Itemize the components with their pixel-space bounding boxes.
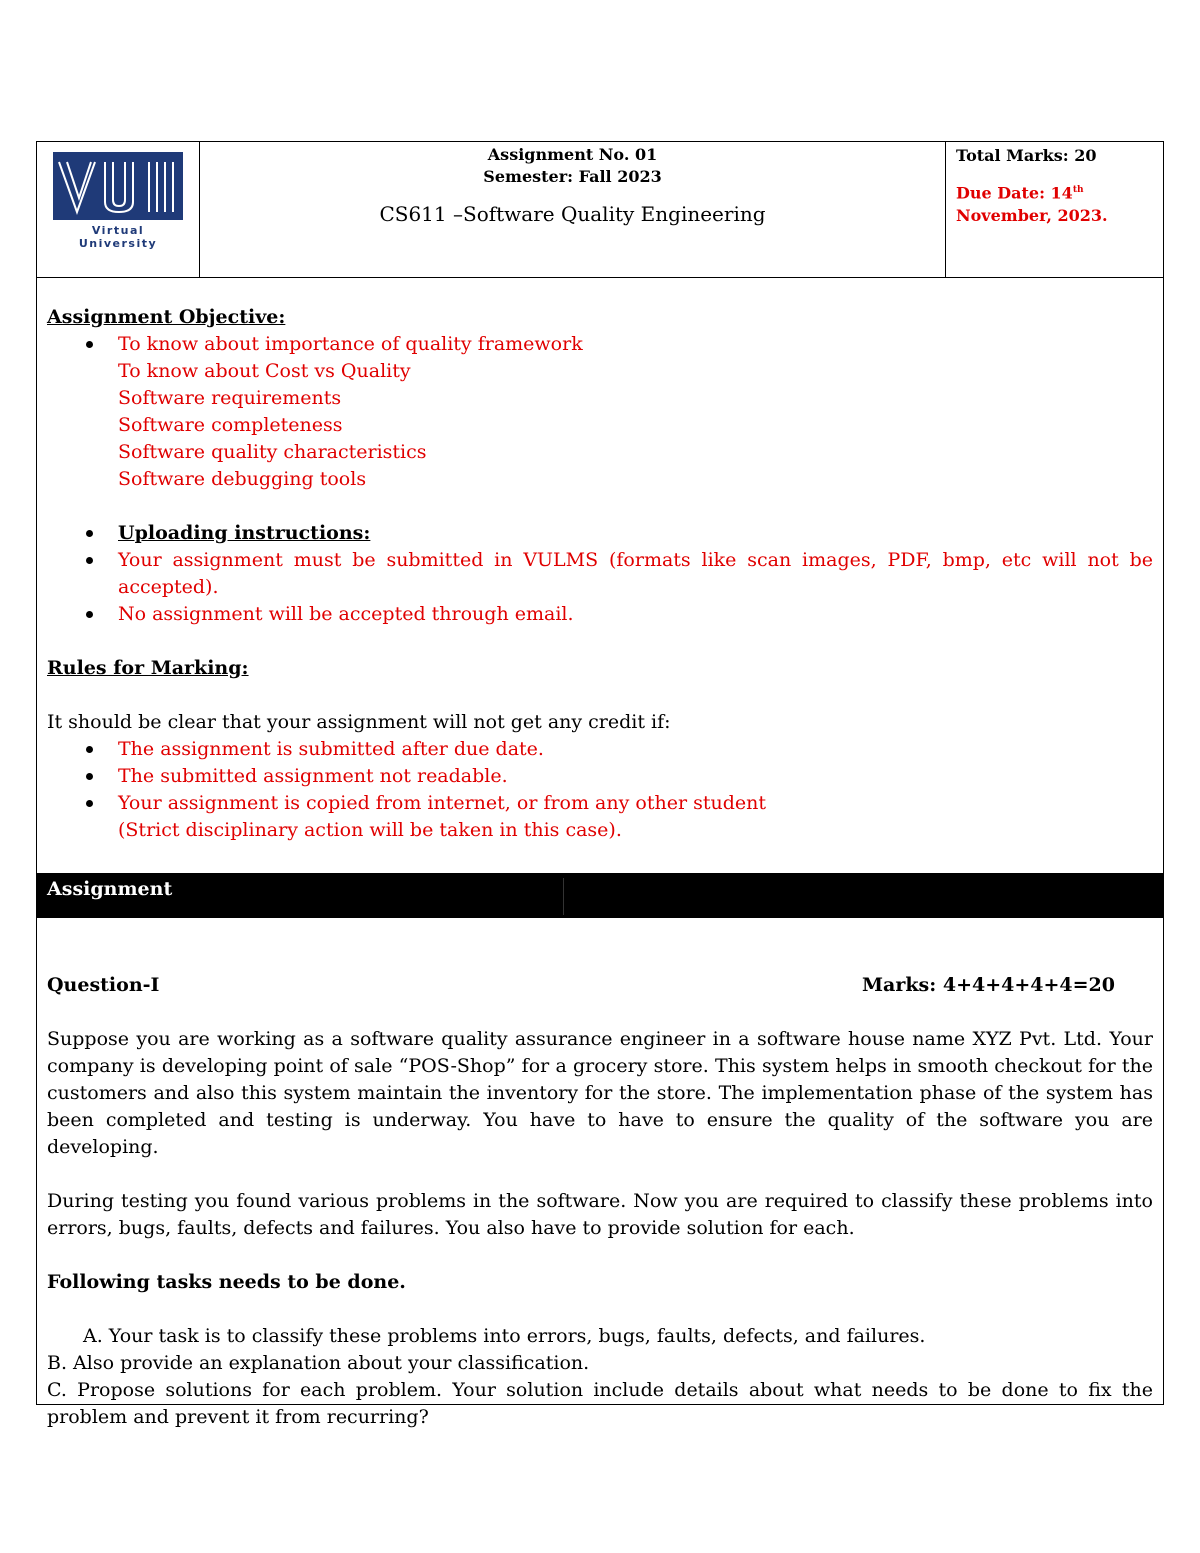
title-cell [200, 142, 946, 277]
list-item: No assignment will be accepted through email. [47, 601, 1153, 628]
rules-note: (Strict disciplinary action will be taken in this case). [118, 819, 622, 841]
due-date [956, 179, 1163, 227]
objective-heading: Assignment Objective: [47, 306, 286, 328]
list-item: To know about Cost vs Quality [118, 360, 411, 382]
logo-text: Virtual University [78, 224, 158, 250]
due-date-suffix: November, 2023. [956, 206, 1108, 226]
course-title: CS611 –Software Quality Engineering [379, 202, 766, 226]
list-item: Software debugging tools [118, 468, 367, 490]
document-header [37, 142, 1163, 278]
assignment-document [36, 141, 1164, 1428]
objective-list [47, 331, 1153, 493]
question-header [47, 972, 1153, 999]
list-item: Your assignment is copied from internet, or from any other student [47, 790, 1153, 817]
instructions-section [47, 304, 1153, 844]
question-paragraph-2: During testing you found various problems in the software. Now you are required to classify these problems into errors, bugs, faults, defects and failures. You also have to provide solution for each. [47, 1190, 1153, 1239]
task-a: A. Your task is to classify these problems into errors, bugs, faults, defects, and failures. [83, 1325, 926, 1347]
list-item: Software requirements [118, 387, 342, 409]
upload-list [47, 520, 1153, 628]
banner-label: Assignment [47, 878, 173, 900]
due-date-prefix: Due Date: 14 [956, 183, 1073, 203]
marks-cell [946, 142, 1163, 277]
question-section [47, 972, 1153, 1431]
question-title: Question-I [47, 974, 160, 996]
total-marks: Total Marks: 20 [956, 146, 1097, 165]
upload-heading: Uploading instructions: [47, 520, 1153, 547]
assignment-banner [37, 873, 1163, 918]
list-item: Your assignment must be submitted in VULMS (formats like scan images, PDF, bmp, etc will not be accepted). [47, 547, 1153, 601]
question-marks: Marks: 4+4+4+4+4=20 [862, 974, 1115, 996]
assignment-number: Assignment No. 01 [487, 145, 658, 164]
tasks-heading: Following tasks needs to be done. [47, 1271, 406, 1293]
semester: Semester: Fall 2023 [483, 167, 662, 186]
list-item: To know about importance of quality framework [47, 331, 1153, 358]
rules-list [47, 736, 1153, 844]
question-paragraph-1: Suppose you are working as a software quality assurance engineer in a software house name XYZ Pvt. Ltd. Your company is developing point of sale “POS-Shop” for a grocery store. This system helps in smooth checkout for the customers and also this system maintain the inventory for the store. The implementation phase of the system has been completed and testing is underway. You have to have to ensure the quality of the software you are developing. [47, 1028, 1153, 1158]
rules-intro: It should be clear that your assignment will not get any credit if: [47, 711, 671, 733]
due-date-sup: th [1072, 185, 1084, 195]
task-c: C. Propose solutions for each problem. Your solution include details about what needs to be done to fix the problem and prevent it from recurring? [47, 1379, 1153, 1428]
banner-divider [563, 878, 564, 915]
logo-cell [37, 142, 200, 277]
list-item: Software completeness [118, 414, 343, 436]
list-item: The submitted assignment not readable. [47, 763, 1153, 790]
rules-heading: Rules for Marking: [47, 657, 249, 679]
list-item: Software quality characteristics [118, 441, 427, 463]
list-item: The assignment is submitted after due date. [47, 736, 1153, 763]
task-b: B. Also provide an explanation about your classification. [47, 1352, 590, 1374]
